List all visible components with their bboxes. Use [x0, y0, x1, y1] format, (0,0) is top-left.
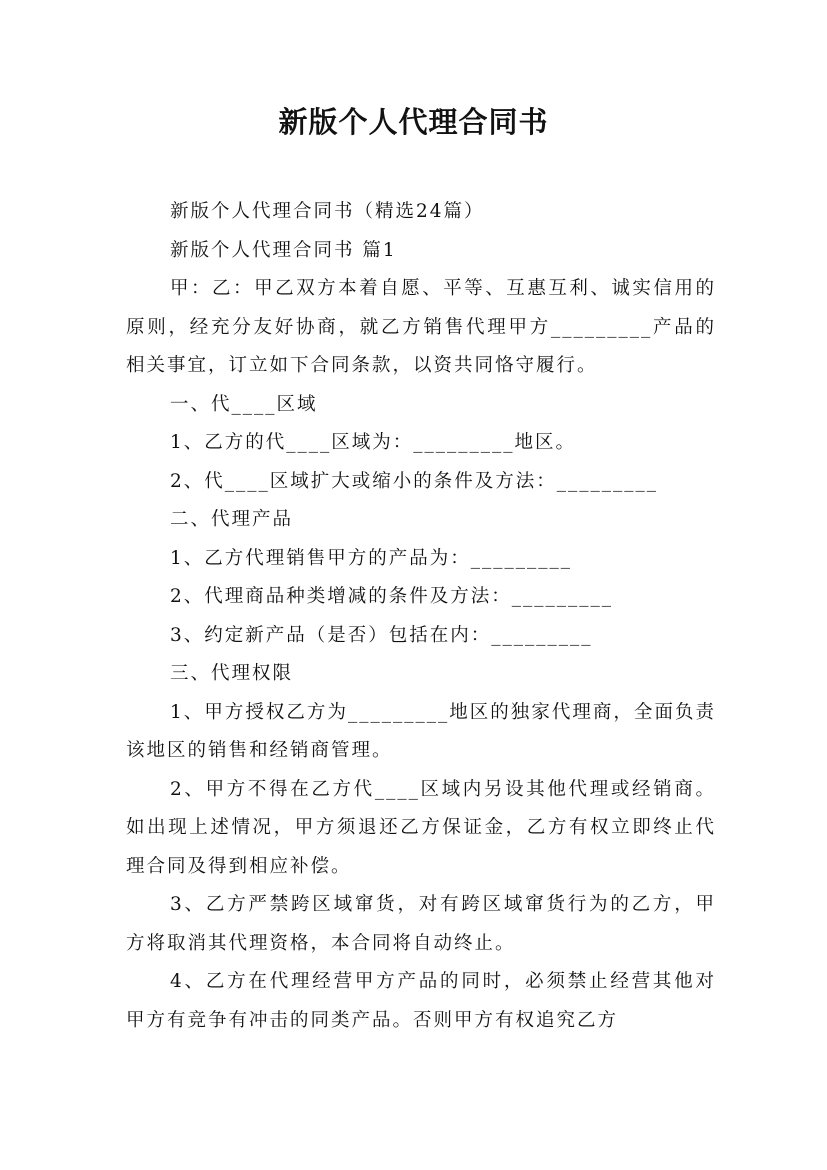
heading-agency-area: 一、代____区域 — [170, 393, 318, 415]
clause-authority-1: 1、甲方授权乙方为_________地区的独家代理商，全面负责该地区的销售和经销商管理。 — [126, 701, 716, 761]
clause-products-1: 1、乙方代理销售甲方的产品为：_________ — [170, 547, 573, 569]
clause-authority-4: 4、乙方在代理经营甲方产品的同时，必须禁止经营其他对甲方有竞争有冲击的同类产品。否则甲方有权追究乙方 — [126, 971, 716, 1031]
heading-agency-authority: 三、代理权限 — [170, 663, 294, 684]
paragraph-intro: 甲：乙：甲乙双方本着自愿、平等、互惠互利、诚实信用的原则，经充分友好协商，就乙方销售代理甲方_________产品的相关事宜，订立如下合同条款，以资共同恪守履行。 — [126, 278, 716, 376]
clause-authority-3: 3、乙方严禁跨区域窜货，对有跨区域窜货行为的乙方，甲方将取消其代理资格，本合同将自动终止。 — [126, 894, 716, 954]
clause-area-2: 2、代____区域扩大或缩小的条件及方法：_________ — [170, 470, 659, 492]
clause-authority-2: 2、甲方不得在乙方代____区域内另设其他代理或经销商。如出现上述情况，甲方须退还乙方保证金，乙方有权立即终止代理合同及得到相应补偿。 — [126, 778, 716, 877]
clause-products-2: 2、代理商品种类增减的条件及方法：_________ — [170, 586, 614, 607]
document-body — [126, 193, 716, 1040]
document-title: 新版个人代理合同书 — [278, 105, 549, 139]
clause-products-3: 3、约定新产品（是否）包括在内：_________ — [170, 624, 593, 646]
clause-area-1: 1、乙方的代____区域为：_________地区。 — [170, 432, 577, 453]
heading-agency-products: 二、代理产品 — [170, 509, 294, 530]
paragraph-subtitle: 新版个人代理合同书（精选24篇） — [170, 201, 485, 222]
paragraph-section-title: 新版个人代理合同书 篇1 — [170, 239, 397, 261]
